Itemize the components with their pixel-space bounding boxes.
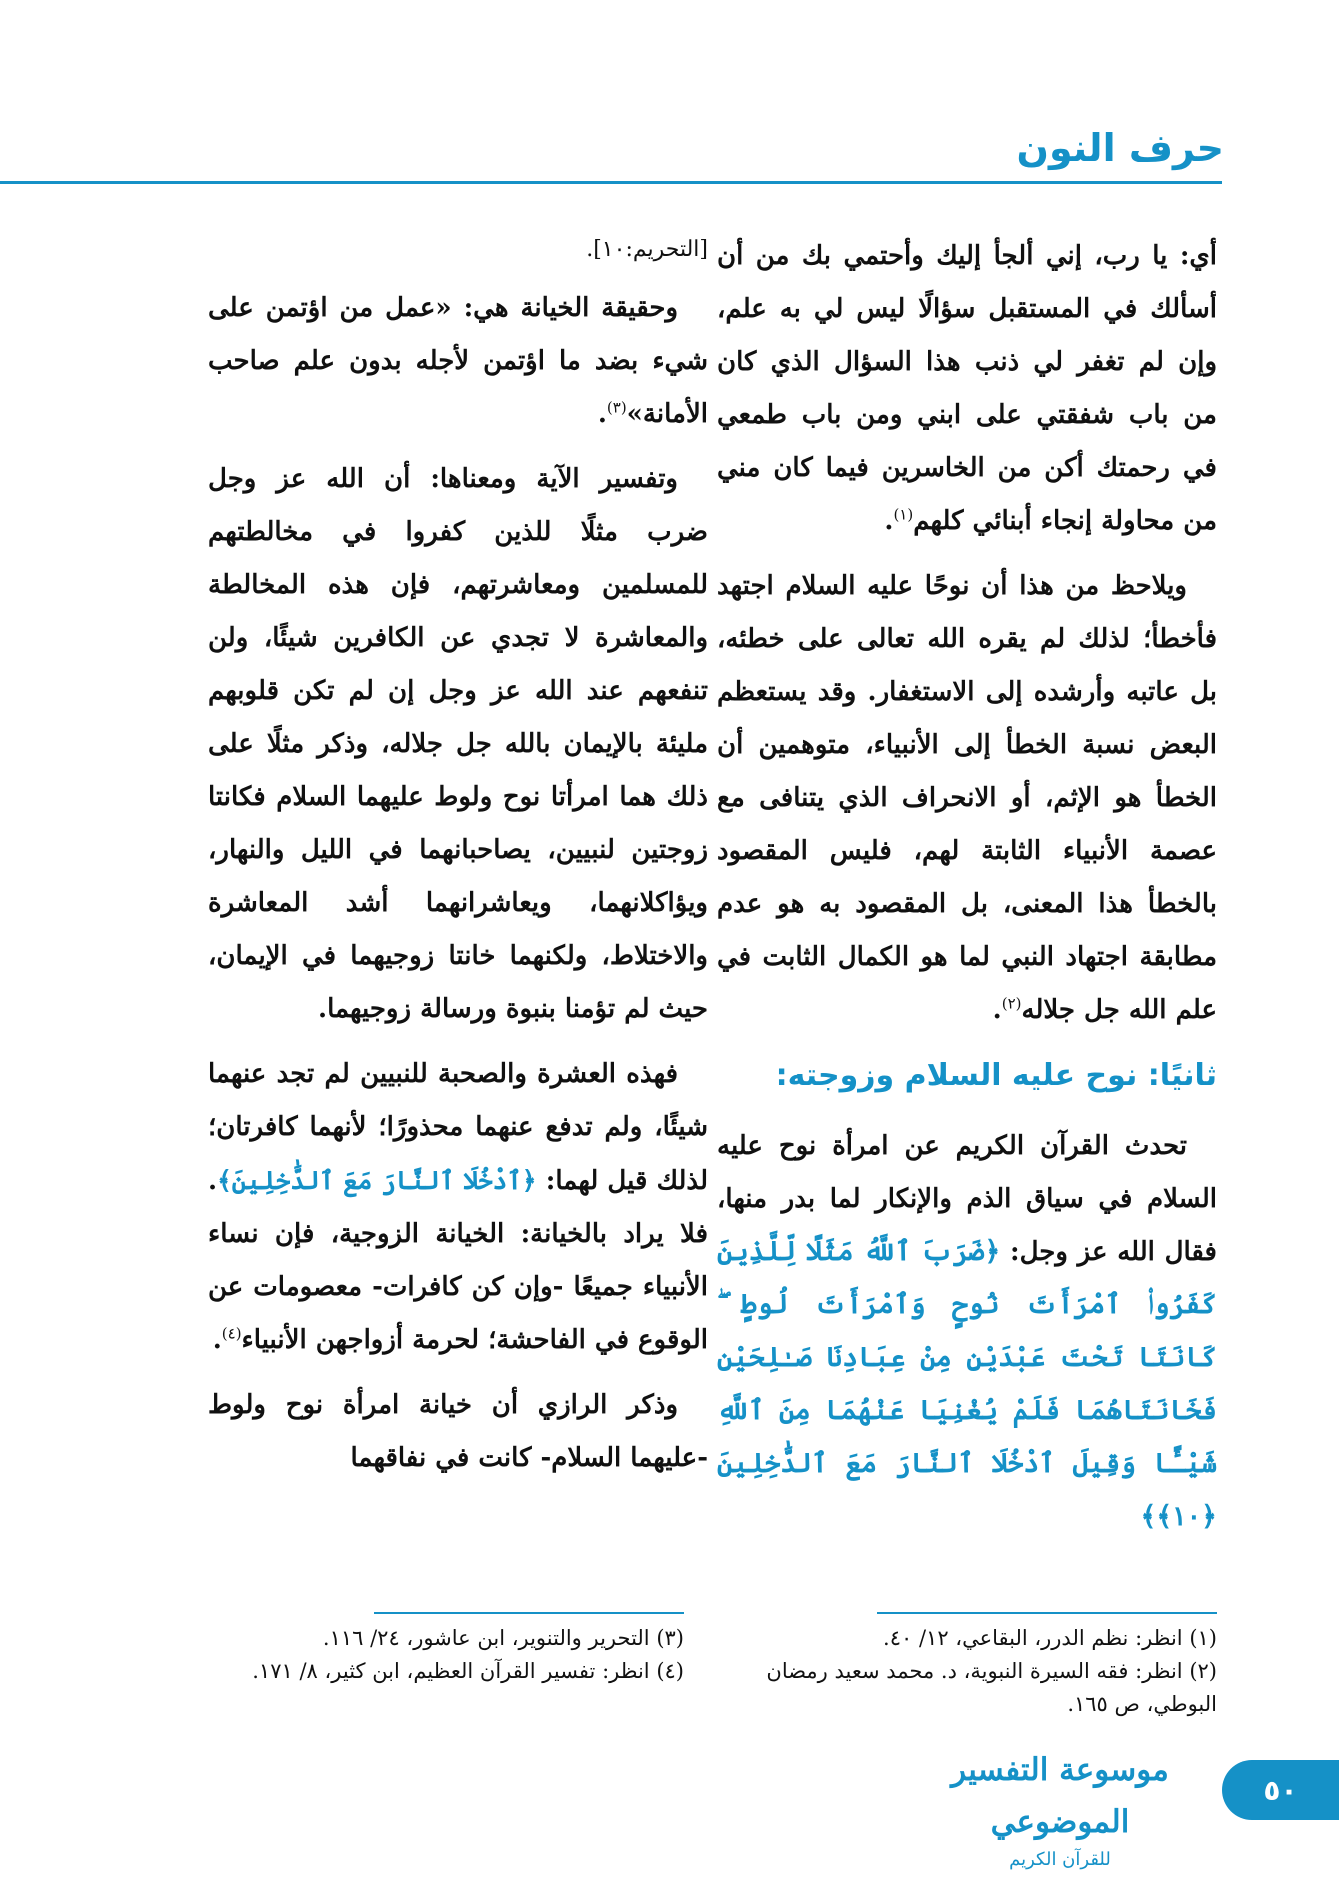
paragraph: فهذه العشرة والصحبة للنبيين لم تجد عنهما شيئًا، ولم تدفع عنهما محذورًا؛ لأنهما كافرتان؛ لذلك قيل لهما: ﴿ٱدْخُلَا ٱلنَّارَ مَعَ ٱلدَّٰخِلِينَ﴾. فلا يراد بالخيانة: الخيانة الزوجية، فإن نساء الأنبياء جميعًا -وإن كن كافرات- معصومات عن الوقوع في الفاحشة؛ لحرمة أزواجهن الأنبياء$^{(٤)}$. [208, 1059, 708, 1355]
page-number: ٥٠ [1263, 1773, 1298, 1807]
footnotes-left [208, 1622, 684, 1688]
paragraph-text: تحدث القرآن الكريم عن امرأة نوح عليه السلام في سياق الذم والإنكار لما بدر منها، فقال الله عز وجل: [717, 1131, 1218, 1267]
footnotes-right [717, 1622, 1217, 1721]
quran-quote: ﴿ٱدْخُلَا ٱلنَّارَ مَعَ ٱلدَّٰخِلِينَ﴾ [217, 1166, 537, 1195]
paragraph-text: أي: يا رب، إني ألجأ إليك وأحتمي بك من أن أسألك في المستقبل سؤالًا ليس لي به علم، وإن لم تغفر لي ذنب هذا السؤال الذي كان من باب شفقتي على ابني ومن باب طمعي في رحمتك أكن من الخاسرين فيما كان مني من محاولة إنجاء أبنائي كلهم [717, 241, 1217, 536]
encyclopedia-logo [925, 1744, 1195, 1870]
footnote-ref[interactable]: (٣) [606, 398, 627, 417]
logo-title: موسوعة التفسير الموضوعي [951, 1752, 1169, 1840]
paragraph-text: وحقيقة الخيانة هي: «عمل من اؤتمن على شيء بضد ما اؤتمن لأجله بدون علم صاحب الأمانة» [208, 293, 708, 429]
footnote: (٢) انظر: فقه السيرة النبوية، د. محمد سعيد رمضان البوطي، ص ١٦٥. [766, 1659, 1217, 1716]
page-header-title: حرف النون [1016, 126, 1224, 170]
footnote-ref[interactable]: (٤) [221, 1324, 242, 1343]
paragraph [717, 1120, 1217, 1544]
section-heading: ثانيًا: نوح عليه السلام وزوجته: [775, 1058, 1217, 1093]
quran-bracket: ﴿ [984, 1236, 1001, 1267]
footnote: (٣) التحرير والتنوير، ابن عاشور، ٢٤/ ١١٦. [322, 1626, 684, 1650]
paragraph: وذكر الرازي أن خيانة امرأة نوح ولوط -عليهما السلام- كانت في نفاقهما [208, 1390, 708, 1473]
paragraph: وحقيقة الخيانة هي: «عمل من اؤتمن على شيء بضد ما اؤتمن لأجله بدون علم صاحب الأمانة»$^{(٣)}$. [208, 293, 708, 429]
left-column [208, 230, 708, 1497]
page-number-badge [1222, 1760, 1339, 1820]
logo-subtitle: للقرآن الكريم [1009, 1849, 1111, 1870]
footnote-ref[interactable]: (٢) [1001, 994, 1022, 1013]
footnote-ref[interactable]: (١) [893, 505, 914, 524]
paragraph-text: فهذه العشرة والصحبة للنبيين لم تجد عنهما شيئًا، ولم تدفع عنهما محذورًا؛ لأنهما كافرتان؛ لذلك قيل لهما: [208, 1059, 708, 1196]
paragraph-text: . فلا يراد بالخيانة: الخيانة الزوجية، فإن نساء الأنبياء جميعًا -وإن كن كافرات- معصومات عن الوقوع في الفاحشة؛ لحرمة أزواجهن الأنبياء [208, 1166, 708, 1355]
quran-verse [717, 1236, 1217, 1532]
paragraph-text: ويلاحظ من هذا أن نوحًا عليه السلام اجتهد فأخطأ؛ لذلك لم يقره الله تعالى على خطئه، بل عاتبه وأرشده إلى الاستغفار. وقد يستعظم البعض نسبة الخطأ إلى الأنبياء، متوهمين أن الخطأ هو الإثم، أو الانحراف الذي يتنافى مع عصمة الأنبياء الثابتة لهم، فليس المقصود بالخطأ هذا المعنى، بل المقصود به هو عدم مطابقة اجتهاد النبي لما هو الكمال الثابت في علم الله جل جلاله [717, 571, 1217, 1025]
quran-bracket: ﴾ [1140, 1501, 1157, 1532]
verse-reference: [التحريم:١٠]. [586, 237, 708, 262]
footnote-divider [374, 1612, 684, 1614]
quran-verse-text: ضَرَبَ ٱللَّهُ مَثَلًا لِّلَّذِينَ كَفَرُوا۟ ٱمْرَأَتَ نُوحٍ وَٱمْرَأَتَ لُوطٍ ۖ كَانَتَا تَحْتَ عَبْدَيْنِ مِنْ عِبَادِنَا صَـٰلِحَيْنِ فَخَانَتَاهُمَا فَلَمْ يُغْنِيَا عَنْهُمَا مِنَ ٱللَّهِ شَيْـًٔا وَقِيلَ ٱدْخُلَا ٱلنَّارَ مَعَ ٱلدَّٰخِلِينَ ﴿١٠﴾ [717, 1236, 1217, 1532]
paragraph: وتفسير الآية ومعناها: أن الله عز وجل ضرب مثلًا للذين كفروا في مخالطتهم للمسلمين ومعاشرتهم، فإن هذه المخالطة والمعاشرة لا تجدي عن الكافرين شيئًا، ولن تنفعهم عند الله عز وجل إن لم تكن قلوبهم مليئة بالإيمان بالله جل جلاله، وذكر مثلًا على ذلك هما امرأتا نوح ولوط عليهما السلام فكانتا زوجتين لنبيين، يصاحبانهما في الليل والنهار، ويؤاكلانهما، ويعاشرانهما أشد المعاشرة والاختلاط، ولكنهما خانتا زوجيهما في الإيمان، حيث لم تؤمنا بنبوة ورسالة زوجيهما. [208, 464, 708, 1024]
footnote: (٤) انظر: تفسير القرآن العظيم، ابن كثير، ٨/ ١٧١. [252, 1659, 684, 1683]
footnote: (١) انظر: نظم الدرر، البقاعي، ١٢/ ٤٠. [883, 1626, 1217, 1650]
footnote-divider [877, 1612, 1217, 1614]
paragraph: أي: يا رب، إني ألجأ إليك وأحتمي بك من أن أسألك في المستقبل سؤالًا ليس لي به علم، وإن لم تغفر لي ذنب هذا السؤال الذي كان من باب شفقتي على ابني ومن باب طمعي في رحمتك أكن من الخاسرين فيما كان مني من محاولة إنجاء أبنائي كلهم$^{(١)}$. [717, 241, 1217, 536]
paragraph: ويلاحظ من هذا أن نوحًا عليه السلام اجتهد فأخطأ؛ لذلك لم يقره الله تعالى على خطئه، بل عاتبه وأرشده إلى الاستغفار. وقد يستعظم البعض نسبة الخطأ إلى الأنبياء، متوهمين أن الخطأ هو الإثم، أو الانحراف الذي يتنافى مع عصمة الأنبياء الثابتة لهم، فليس المقصود بالخطأ هذا المعنى، بل المقصود به هو عدم مطابقة اجتهاد النبي لما هو الكمال الثابت في علم الله جل جلاله$^{(٢)}$. [717, 571, 1217, 1025]
header-divider [0, 181, 1222, 184]
right-column [717, 230, 1217, 1556]
